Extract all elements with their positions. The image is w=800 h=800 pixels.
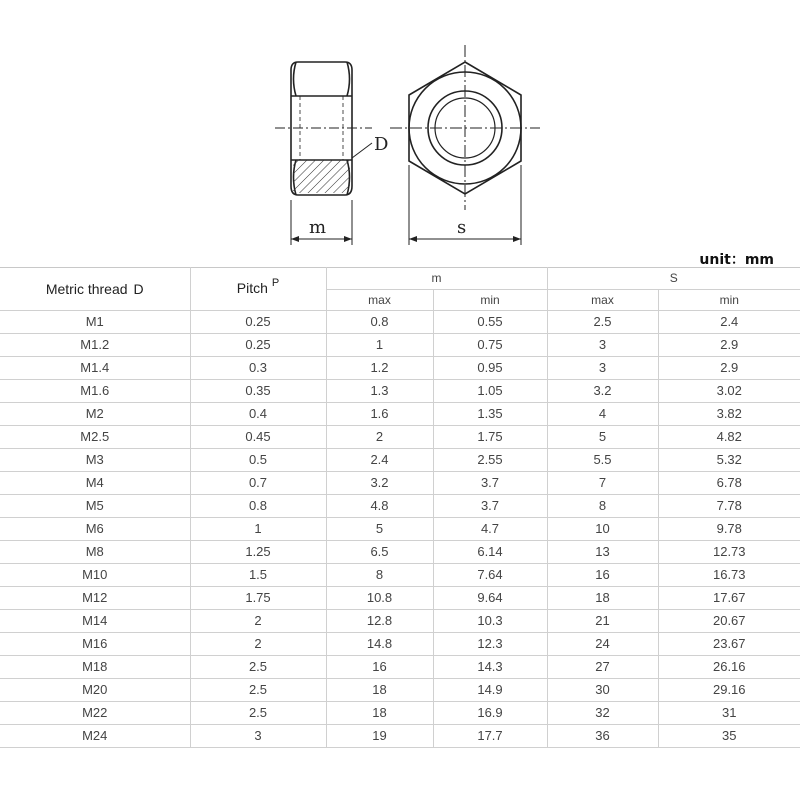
cell-pitch: 1.5 [190,564,326,587]
cell-thread: M4 [0,472,190,495]
cell-pitch: 1.25 [190,541,326,564]
header-m-min: min [433,290,547,311]
header-pitch [190,268,326,311]
cell-s-max: 32 [547,702,658,725]
hex-nut-drawing [0,0,800,250]
table-row [0,311,800,334]
cell-m-max: 0.8 [326,311,433,334]
cell-pitch: 0.25 [190,311,326,334]
cell-s-min: 12.73 [658,541,800,564]
cell-s-min: 16.73 [658,564,800,587]
cell-s-max: 30 [547,679,658,702]
cell-s-max: 8 [547,495,658,518]
header-s-group: S [547,268,800,290]
table-body [0,311,800,748]
cell-m-max: 1.3 [326,380,433,403]
cell-s-max: 13 [547,541,658,564]
cell-s-min: 31 [658,702,800,725]
cell-s-min: 20.67 [658,610,800,633]
cell-s-max: 3 [547,357,658,380]
cell-s-min: 7.78 [658,495,800,518]
cell-thread: M3 [0,449,190,472]
cell-thread: M12 [0,587,190,610]
cell-thread: M20 [0,679,190,702]
table-row [0,403,800,426]
cell-m-min: 0.75 [433,334,547,357]
cell-pitch: 0.7 [190,472,326,495]
cell-s-min: 17.67 [658,587,800,610]
header-s-min: min [658,290,800,311]
cell-s-max: 3.2 [547,380,658,403]
cell-thread: M2.5 [0,426,190,449]
cell-m-max: 19 [326,725,433,748]
cell-pitch: 0.5 [190,449,326,472]
header-thread-d: D [133,281,144,297]
label-s: s [457,217,467,238]
cell-pitch: 3 [190,725,326,748]
cell-s-min: 4.82 [658,426,800,449]
cell-s-min: 5.32 [658,449,800,472]
cell-m-max: 2.4 [326,449,433,472]
table-row [0,380,800,403]
table-row [0,564,800,587]
table-row [0,518,800,541]
cell-thread: M1.2 [0,334,190,357]
cell-m-min: 3.7 [433,495,547,518]
label-d: D [374,134,389,155]
cell-pitch: 2.5 [190,656,326,679]
table-row [0,357,800,380]
cell-s-min: 3.02 [658,380,800,403]
cell-pitch: 2.5 [190,679,326,702]
table-row [0,610,800,633]
cell-thread: M1.4 [0,357,190,380]
table-row [0,725,800,748]
cell-m-max: 1.2 [326,357,433,380]
cell-s-max: 5 [547,426,658,449]
cell-s-max: 7 [547,472,658,495]
cell-m-max: 12.8 [326,610,433,633]
cell-s-min: 23.67 [658,633,800,656]
header-metric-thread [0,268,190,311]
cell-m-max: 14.8 [326,633,433,656]
cell-m-min: 14.3 [433,656,547,679]
header-m-max: max [326,290,433,311]
cell-m-min: 16.9 [433,702,547,725]
table-row [0,541,800,564]
cell-thread: M6 [0,518,190,541]
cell-s-max: 18 [547,587,658,610]
cell-pitch: 0.3 [190,357,326,380]
cell-pitch: 2.5 [190,702,326,725]
cell-s-max: 21 [547,610,658,633]
table-row [0,656,800,679]
cell-m-min: 1.35 [433,403,547,426]
cell-m-max: 6.5 [326,541,433,564]
cell-s-min: 35 [658,725,800,748]
cell-s-min: 29.16 [658,679,800,702]
cell-m-max: 18 [326,679,433,702]
cell-m-min: 9.64 [433,587,547,610]
cell-s-max: 2.5 [547,311,658,334]
cell-thread: M10 [0,564,190,587]
cell-pitch: 0.4 [190,403,326,426]
cell-thread: M5 [0,495,190,518]
unit-label: unit：mm [699,252,774,268]
cell-m-max: 16 [326,656,433,679]
table-row [0,472,800,495]
table-row [0,702,800,725]
table-row [0,495,800,518]
cell-s-min: 6.78 [658,472,800,495]
dimension-table-wrap [0,267,800,748]
table-row [0,633,800,656]
cell-m-max: 8 [326,564,433,587]
cell-pitch: 0.45 [190,426,326,449]
table-row [0,426,800,449]
cell-m-min: 6.14 [433,541,547,564]
table-row [0,449,800,472]
cell-thread: M1 [0,311,190,334]
cell-s-max: 36 [547,725,658,748]
cell-pitch: 2 [190,610,326,633]
cell-s-min: 9.78 [658,518,800,541]
cell-thread: M8 [0,541,190,564]
cell-s-min: 2.9 [658,357,800,380]
cell-s-max: 27 [547,656,658,679]
cell-thread: M24 [0,725,190,748]
cell-s-max: 5.5 [547,449,658,472]
cell-m-min: 14.9 [433,679,547,702]
cell-m-max: 5 [326,518,433,541]
cell-m-min: 2.55 [433,449,547,472]
thread-hatch [293,160,350,193]
cell-m-min: 4.7 [433,518,547,541]
table-row [0,679,800,702]
cell-m-min: 10.3 [433,610,547,633]
cell-m-min: 17.7 [433,725,547,748]
header-thread-text: Metric thread [45,281,128,297]
header-m-group: m [326,268,547,290]
table-row [0,587,800,610]
cell-m-min: 1.75 [433,426,547,449]
label-m: m [309,217,327,238]
cell-pitch: 0.25 [190,334,326,357]
cell-s-max: 24 [547,633,658,656]
cell-s-max: 16 [547,564,658,587]
cell-m-max: 2 [326,426,433,449]
cell-s-max: 10 [547,518,658,541]
cell-thread: M22 [0,702,190,725]
cell-s-min: 2.4 [658,311,800,334]
cell-thread: M2 [0,403,190,426]
cell-s-max: 4 [547,403,658,426]
cell-m-min: 1.05 [433,380,547,403]
cell-s-min: 2.9 [658,334,800,357]
cell-thread: M14 [0,610,190,633]
cell-m-max: 1 [326,334,433,357]
cell-pitch: 1.75 [190,587,326,610]
dimension-table [0,267,800,748]
header-pitch-text: Pitch [236,280,268,296]
cell-m-min: 7.64 [433,564,547,587]
cell-m-min: 0.95 [433,357,547,380]
cell-m-max: 4.8 [326,495,433,518]
cell-s-max: 3 [547,334,658,357]
cell-pitch: 1 [190,518,326,541]
cell-s-min: 3.82 [658,403,800,426]
cell-thread: M16 [0,633,190,656]
header-s-max: max [547,290,658,311]
cell-thread: M18 [0,656,190,679]
cell-pitch: 2 [190,633,326,656]
cell-pitch: 0.35 [190,380,326,403]
cell-s-min: 26.16 [658,656,800,679]
cell-pitch: 0.8 [190,495,326,518]
cell-m-min: 3.7 [433,472,547,495]
table-row [0,334,800,357]
cell-m-max: 10.8 [326,587,433,610]
cell-m-max: 18 [326,702,433,725]
cell-m-max: 3.2 [326,472,433,495]
cell-m-max: 1.6 [326,403,433,426]
header-pitch-p: P [271,277,280,289]
cell-thread: M1.6 [0,380,190,403]
cell-m-min: 0.55 [433,311,547,334]
cell-m-min: 12.3 [433,633,547,656]
